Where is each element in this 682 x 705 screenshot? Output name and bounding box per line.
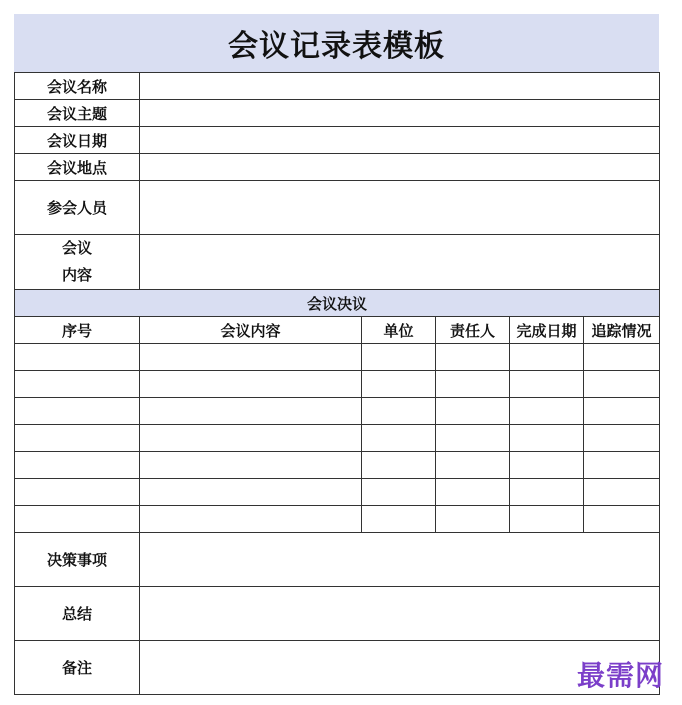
decision-cell-content[interactable] <box>140 506 362 533</box>
label-remarks: 备注 <box>15 641 140 695</box>
col-header-content: 会议内容 <box>140 317 362 344</box>
decision-cell-unit[interactable] <box>362 452 436 479</box>
decision-cell-content[interactable] <box>140 344 362 371</box>
decision-row <box>15 425 660 452</box>
sheet-title: 会议记录表模板 <box>14 14 659 72</box>
decision-cell-content[interactable] <box>140 479 362 506</box>
label-meeting-content <box>15 235 140 290</box>
decision-row <box>15 452 660 479</box>
meeting-record-table <box>14 72 660 695</box>
decision-cell-due-date[interactable] <box>510 479 584 506</box>
decision-cell-unit[interactable] <box>362 398 436 425</box>
decision-cell-unit[interactable] <box>362 506 436 533</box>
decision-row <box>15 398 660 425</box>
decision-cell-owner[interactable] <box>436 506 510 533</box>
decision-cell-index[interactable] <box>15 398 140 425</box>
label-meeting-content-line2: 内容 <box>61 266 92 284</box>
decision-cell-tracking[interactable] <box>584 479 660 506</box>
decision-cell-owner[interactable] <box>436 344 510 371</box>
decision-cell-due-date[interactable] <box>510 425 584 452</box>
col-header-unit: 单位 <box>362 317 436 344</box>
decision-cell-content[interactable] <box>140 425 362 452</box>
decision-cell-owner[interactable] <box>436 398 510 425</box>
info-row-attendees <box>15 181 660 235</box>
decisions-cell[interactable] <box>140 533 660 587</box>
decision-cell-due-date[interactable] <box>510 506 584 533</box>
col-header-index: 序号 <box>15 317 140 344</box>
decision-cell-due-date[interactable] <box>510 398 584 425</box>
decision-row <box>15 506 660 533</box>
decision-cell-due-date[interactable] <box>510 371 584 398</box>
decision-cell-owner[interactable] <box>436 479 510 506</box>
label-meeting-content-line1: 会议 <box>61 239 92 257</box>
decision-row <box>15 344 660 371</box>
footer-row-remarks <box>15 641 660 695</box>
col-header-due-date: 完成日期 <box>510 317 584 344</box>
info-row-date <box>15 127 660 154</box>
section-title: 会议决议 <box>15 290 660 317</box>
col-header-tracking: 追踪情况 <box>584 317 660 344</box>
meeting-location-cell[interactable] <box>140 154 660 181</box>
col-header-owner: 责任人 <box>436 317 510 344</box>
label-meeting-date: 会议日期 <box>15 127 140 154</box>
decision-cell-owner[interactable] <box>436 425 510 452</box>
footer-row-decisions <box>15 533 660 587</box>
decision-cell-tracking[interactable] <box>584 452 660 479</box>
label-meeting-topic: 会议主题 <box>15 100 140 127</box>
meeting-record-sheet <box>14 14 659 695</box>
decision-cell-due-date[interactable] <box>510 452 584 479</box>
decision-cell-index[interactable] <box>15 452 140 479</box>
decision-cell-tracking[interactable] <box>584 398 660 425</box>
info-row-topic <box>15 100 660 127</box>
decision-row <box>15 371 660 398</box>
meeting-date-cell[interactable] <box>140 127 660 154</box>
decision-cell-unit[interactable] <box>362 479 436 506</box>
decision-cell-index[interactable] <box>15 344 140 371</box>
footer-row-summary <box>15 587 660 641</box>
decision-cell-index[interactable] <box>15 506 140 533</box>
attendees-cell[interactable] <box>140 181 660 235</box>
decision-cell-tracking[interactable] <box>584 506 660 533</box>
decision-row <box>15 479 660 506</box>
info-row-location <box>15 154 660 181</box>
decision-cell-due-date[interactable] <box>510 344 584 371</box>
summary-cell[interactable] <box>140 587 660 641</box>
decision-cell-tracking[interactable] <box>584 371 660 398</box>
decision-cell-index[interactable] <box>15 479 140 506</box>
decision-cell-tracking[interactable] <box>584 344 660 371</box>
decision-cell-unit[interactable] <box>362 344 436 371</box>
decision-cell-unit[interactable] <box>362 425 436 452</box>
column-header-row <box>15 317 660 344</box>
watermark: 最需网 <box>576 659 664 692</box>
meeting-content-cell[interactable] <box>140 235 660 290</box>
content-row <box>15 235 660 290</box>
label-meeting-location: 会议地点 <box>15 154 140 181</box>
meeting-name-cell[interactable] <box>140 73 660 100</box>
decision-cell-index[interactable] <box>15 371 140 398</box>
decision-cell-index[interactable] <box>15 425 140 452</box>
info-row-name <box>15 73 660 100</box>
decision-cell-unit[interactable] <box>362 371 436 398</box>
decision-cell-content[interactable] <box>140 371 362 398</box>
decision-cell-owner[interactable] <box>436 452 510 479</box>
label-summary: 总结 <box>15 587 140 641</box>
section-row <box>15 290 660 317</box>
decision-cell-content[interactable] <box>140 398 362 425</box>
decision-cell-owner[interactable] <box>436 371 510 398</box>
decision-cell-tracking[interactable] <box>584 425 660 452</box>
label-meeting-name: 会议名称 <box>15 73 140 100</box>
decision-cell-content[interactable] <box>140 452 362 479</box>
label-attendees: 参会人员 <box>15 181 140 235</box>
label-decisions: 决策事项 <box>15 533 140 587</box>
meeting-topic-cell[interactable] <box>140 100 660 127</box>
